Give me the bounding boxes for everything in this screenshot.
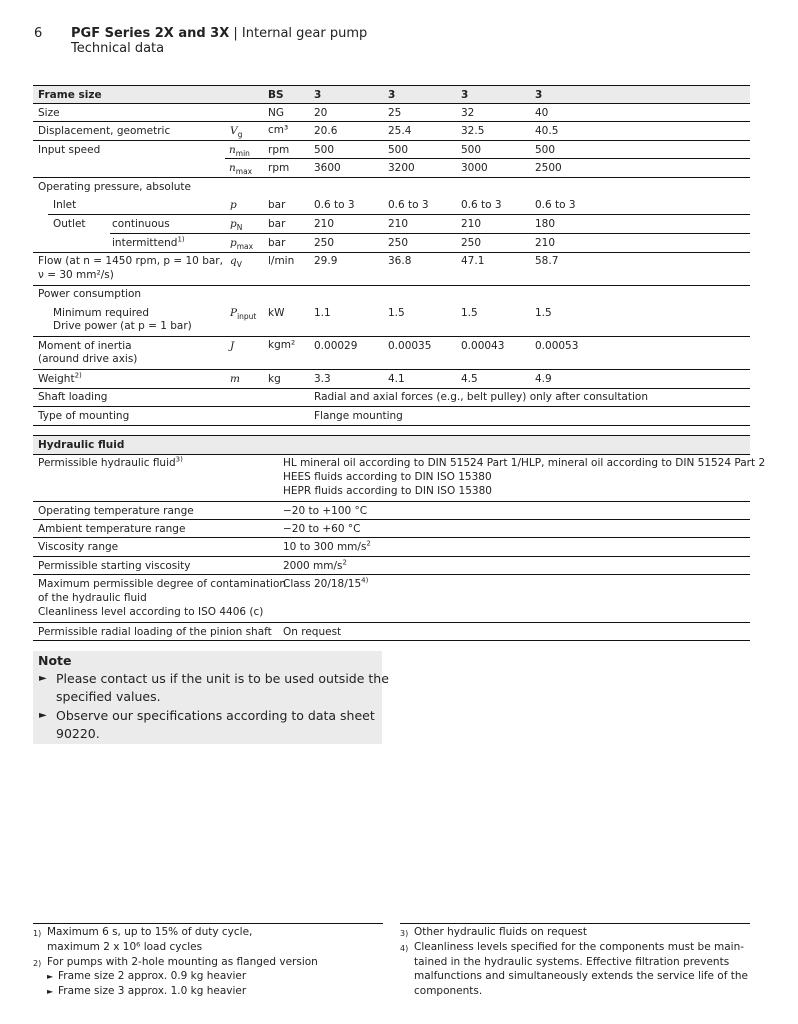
cell-value: 0.00029 bbox=[314, 340, 358, 352]
cell-value: 0.6 to 3 bbox=[461, 199, 502, 211]
row-symbol: $p_N$ bbox=[230, 218, 243, 233]
row-label: Inlet bbox=[53, 199, 77, 211]
row-label: (around drive axis) bbox=[38, 353, 138, 365]
row-label: Shaft loading bbox=[38, 391, 108, 403]
row-label: Permissible radial loading of the pinion shaft bbox=[38, 626, 272, 638]
row-label: Operating temperature range bbox=[38, 505, 194, 517]
row-symbol: m bbox=[230, 373, 240, 385]
row-label: Moment of inertia bbox=[38, 340, 132, 352]
table-rule bbox=[33, 252, 750, 253]
footnote-number: 3) bbox=[400, 929, 409, 938]
row-unit: NG bbox=[268, 107, 284, 119]
row-unit: rpm bbox=[268, 144, 290, 156]
cell-value: 1.5 bbox=[535, 307, 552, 319]
cell-value: 40.5 bbox=[535, 125, 559, 137]
footnote-bullet: Frame size 3 approx. 1.0 kg heavier bbox=[58, 985, 247, 997]
row-unit: bar bbox=[268, 218, 286, 230]
row-label: Minimum required bbox=[53, 307, 149, 319]
cell-value: 0.00053 bbox=[535, 340, 579, 352]
table-rule bbox=[33, 177, 750, 178]
cell-value: 4.1 bbox=[388, 373, 405, 385]
triangle-right-icon: ► bbox=[47, 972, 54, 981]
table-rule bbox=[33, 454, 750, 455]
row-unit: kgm² bbox=[268, 339, 296, 351]
footnote-text: For pumps with 2-hole mounting as flanged version bbox=[47, 956, 318, 968]
row-unit: rpm bbox=[268, 162, 290, 174]
cell-value: 0.6 to 3 bbox=[535, 199, 576, 211]
footnote-bullet: Frame size 2 approx. 0.9 kg heavier bbox=[58, 970, 247, 982]
triangle-right-icon: ► bbox=[39, 710, 47, 721]
cell-value: 3600 bbox=[314, 162, 341, 174]
title-separator: | bbox=[229, 26, 242, 41]
cell-value: 0.00035 bbox=[388, 340, 432, 352]
cell-value: 180 bbox=[535, 218, 556, 230]
cell-value: Class 20/18/15$^{4)}$ bbox=[283, 576, 369, 590]
cell-value: 500 bbox=[461, 144, 482, 156]
row-unit: cm³ bbox=[268, 124, 289, 136]
cell-value: 500 bbox=[388, 144, 409, 156]
footnote-rule bbox=[33, 923, 383, 924]
cell-value: 210 bbox=[461, 218, 482, 230]
row-label: Size bbox=[38, 107, 60, 119]
cell-value: 32.5 bbox=[461, 125, 485, 137]
note-box bbox=[33, 651, 389, 744]
row-symbol: $V_g$ bbox=[230, 125, 243, 140]
row-operating-pressure-label: Operating pressure, absolute bbox=[38, 181, 192, 193]
cell-value: 25 bbox=[388, 107, 402, 119]
table-rule bbox=[48, 214, 750, 215]
table-rule bbox=[33, 425, 750, 426]
row-label: Viscosity range bbox=[38, 541, 119, 553]
table-rule bbox=[33, 501, 750, 502]
cell-value: HEPR fluids according to DIN ISO 15380 bbox=[283, 485, 492, 497]
row-label: of the hydraulic fluid bbox=[38, 592, 147, 604]
cell-value: 20 bbox=[314, 107, 328, 119]
footnote-text: malfunctions and simultaneously extends the service life of the bbox=[414, 970, 748, 982]
cell-value: On request bbox=[283, 626, 342, 638]
footnote-text: Maximum 6 s, up to 15% of duty cycle, bbox=[47, 926, 253, 938]
table-rule bbox=[33, 140, 750, 141]
cell-value: 2000 $mm/s^2$ bbox=[283, 558, 347, 572]
cell-value: 0.00043 bbox=[461, 340, 505, 352]
note-item-1-line-1: Please contact us if the unit is to be used outside the bbox=[56, 671, 389, 686]
note-item-1-line-2: specified values. bbox=[56, 689, 161, 704]
header-hydraulic-fluid: Hydraulic fluid bbox=[38, 439, 125, 451]
table-rule bbox=[33, 556, 750, 557]
footnote-text: components. bbox=[414, 985, 483, 997]
cell-value: 1.5 bbox=[388, 307, 405, 319]
table-rule bbox=[33, 388, 750, 389]
table-rule bbox=[110, 233, 750, 234]
cell-value: 25.4 bbox=[388, 125, 412, 137]
cell-value: 29.9 bbox=[314, 255, 338, 267]
cell-value: 500 bbox=[535, 144, 556, 156]
cell-value: 210 bbox=[314, 218, 335, 230]
table-rule bbox=[225, 158, 750, 159]
row-label: Weight$^{2)}$ bbox=[38, 371, 82, 385]
cell-value: 0.6 to 3 bbox=[314, 199, 355, 211]
product-type: Internal gear pump bbox=[241, 26, 368, 41]
cell-value: Flange mounting bbox=[314, 410, 403, 422]
table-rule bbox=[33, 336, 750, 337]
row-label: Permissible starting viscosity bbox=[38, 560, 191, 572]
table-rule bbox=[33, 369, 750, 370]
table-rule bbox=[33, 622, 750, 623]
cell-value: 500 bbox=[314, 144, 335, 156]
cell-value: 36.8 bbox=[388, 255, 412, 267]
footnote-number: 1) bbox=[33, 929, 42, 938]
row-sublabel: intermittend$^{1)}$ bbox=[112, 235, 185, 249]
cell-value: 1.5 bbox=[461, 307, 478, 319]
row-symbol: J bbox=[230, 340, 235, 352]
row-symbol: p bbox=[230, 199, 237, 211]
note-item-2-line-2: 90220. bbox=[56, 726, 100, 741]
row-unit: l/min bbox=[268, 255, 295, 267]
table-rule bbox=[33, 640, 750, 641]
header-col-3: 3 bbox=[461, 89, 469, 101]
row-label: Drive power (at p = 1 bar) bbox=[53, 320, 192, 332]
table-rule bbox=[33, 537, 750, 538]
cell-value: −20 to +100 °C bbox=[283, 505, 368, 517]
cell-value: 210 bbox=[535, 237, 556, 249]
cell-value: 3.3 bbox=[314, 373, 331, 385]
cell-value: 40 bbox=[535, 107, 549, 119]
cell-value: 210 bbox=[388, 218, 409, 230]
header-unit: BS bbox=[268, 89, 284, 101]
page-subtitle: Technical data bbox=[71, 41, 165, 56]
cell-value: 4.5 bbox=[461, 373, 478, 385]
row-label: Cleanliness level according to ISO 4406 (c) bbox=[38, 606, 264, 618]
page-number: 6 bbox=[34, 26, 43, 41]
table-rule bbox=[33, 121, 750, 122]
note-title: Note bbox=[38, 653, 72, 668]
header-col-2: 3 bbox=[388, 89, 396, 101]
cell-value: HL mineral oil according to DIN 51524 Part 1/HLP, mineral oil according to DIN 51524 Part 2 bbox=[283, 457, 766, 469]
cell-value: −20 to +60 °C bbox=[283, 523, 361, 535]
note-item-2-line-1: Observe our specifications according to data sheet bbox=[56, 708, 375, 723]
row-label: Displacement, geometric bbox=[38, 125, 171, 137]
header-col-4: 3 bbox=[535, 89, 543, 101]
row-symbol: $n_{min}$ bbox=[229, 144, 250, 159]
row-unit: kW bbox=[268, 307, 285, 319]
cell-value: 3000 bbox=[461, 162, 488, 174]
header-col-1: 3 bbox=[314, 89, 322, 101]
cell-value: 58.7 bbox=[535, 255, 559, 267]
footnote-text: Other hydraulic fluids on request bbox=[414, 926, 588, 938]
row-unit: kg bbox=[268, 373, 281, 385]
row-label: Outlet bbox=[53, 218, 86, 230]
footnote-number: 4) bbox=[400, 944, 409, 953]
table-rule bbox=[33, 406, 750, 407]
row-label: ν = 30 mm²/s) bbox=[38, 269, 114, 281]
cell-value: 10 to 300 $mm/s^2$ bbox=[283, 539, 371, 553]
row-unit: bar bbox=[268, 199, 286, 211]
footnote-rule bbox=[400, 923, 750, 924]
table-rule bbox=[33, 519, 750, 520]
cell-value: 250 bbox=[388, 237, 409, 249]
row-label: Flow (at n = 1450 rpm, p = 10 bar, bbox=[38, 255, 223, 267]
cell-value: 2500 bbox=[535, 162, 562, 174]
row-label: Input speed bbox=[38, 144, 101, 156]
footnote-text: maximum 2 x 10⁶ load cycles bbox=[47, 941, 203, 953]
cell-value: HEES fluids according to DIN ISO 15380 bbox=[283, 471, 492, 483]
row-unit: bar bbox=[268, 237, 286, 249]
row-label: Ambient temperature range bbox=[38, 523, 186, 535]
cell-value: 1.1 bbox=[314, 307, 331, 319]
cell-value: 0.6 to 3 bbox=[388, 199, 429, 211]
cell-value: 3200 bbox=[388, 162, 415, 174]
row-label: Type of mounting bbox=[38, 410, 130, 422]
row-label: Permissible hydraulic fluid$^{3)}$ bbox=[38, 455, 183, 469]
cell-value: 47.1 bbox=[461, 255, 485, 267]
triangle-right-icon: ► bbox=[39, 673, 47, 684]
header-frame-size: Frame size bbox=[38, 89, 102, 101]
footnote-number: 2) bbox=[33, 959, 42, 968]
cell-value: 4.9 bbox=[535, 373, 552, 385]
cell-value: 20.6 bbox=[314, 125, 338, 137]
triangle-right-icon: ► bbox=[47, 987, 54, 996]
cell-value: 250 bbox=[461, 237, 482, 249]
cell-value: Radial and axial forces (e.g., belt pulley) only after consultation bbox=[314, 391, 648, 403]
row-power-consumption-label: Power consumption bbox=[38, 288, 142, 300]
table-rule bbox=[33, 103, 750, 104]
cell-value: 250 bbox=[314, 237, 335, 249]
row-sublabel: continuous bbox=[112, 218, 170, 230]
row-label: Maximum permissible degree of contamination bbox=[38, 578, 287, 590]
cell-value: 32 bbox=[461, 107, 475, 119]
table-rule bbox=[33, 574, 750, 575]
series-name: PGF Series 2X and 3X bbox=[71, 26, 230, 41]
row-symbol: $n_{max}$ bbox=[229, 162, 253, 177]
row-symbol: $q_V$ bbox=[230, 255, 242, 270]
table-rule bbox=[33, 285, 750, 286]
footnote-text: Cleanliness levels specified for the components must be main- bbox=[414, 941, 745, 953]
footnote-text: tained in the hydraulic systems. Effective filtration prevents bbox=[414, 956, 730, 968]
page-title bbox=[71, 26, 367, 41]
table-header-bg bbox=[33, 436, 750, 454]
row-symbol: $p_{max}$ bbox=[230, 237, 254, 252]
row-symbol: $P_{input}$ bbox=[230, 307, 257, 322]
